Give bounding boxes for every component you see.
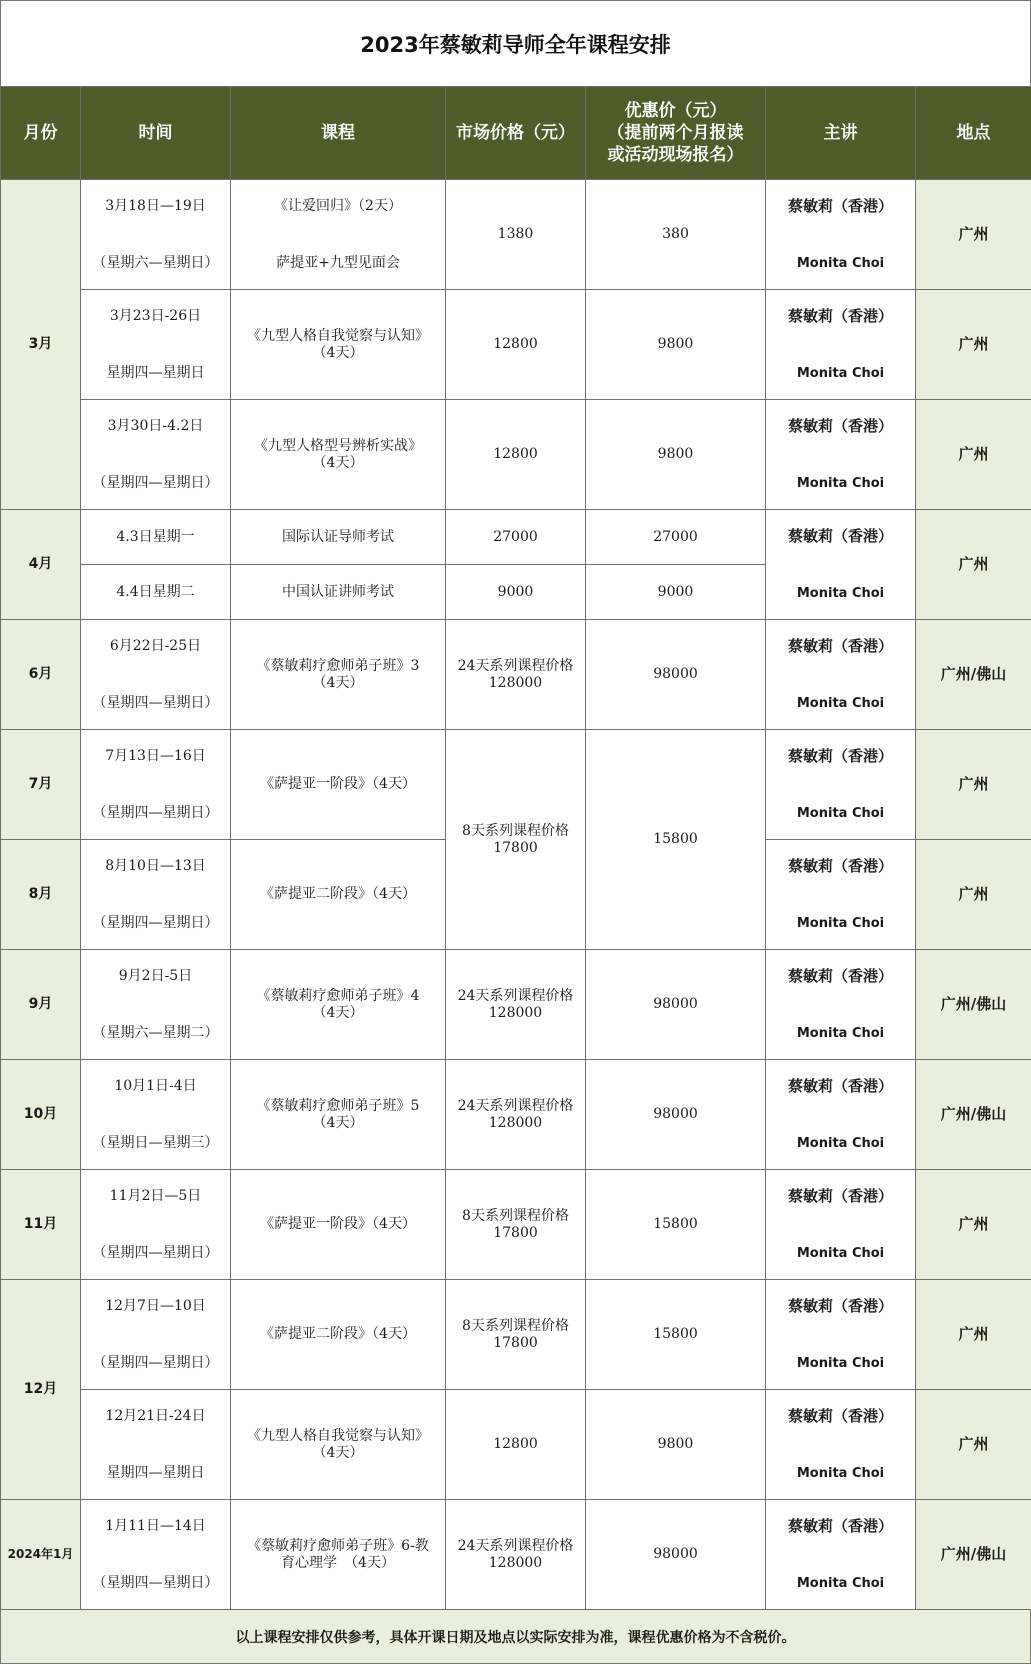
course-cell: 《九型人格自我觉察与认知》 （4天） (231, 290, 446, 400)
speaker-cell: 蔡敏莉（香港） Monita Choi (766, 620, 916, 730)
table-row (1, 1170, 1031, 1280)
location-cell: 广州 (916, 1170, 1031, 1280)
course-cell: 《让爱回归》（2天） 萨提亚+九型见面会 (231, 180, 446, 290)
speaker-cell: 蔡敏莉（香港） Monita Choi (766, 400, 916, 510)
location-cell: 广州/佛山 (916, 1060, 1031, 1170)
table-row (1, 950, 1031, 1060)
table-row (1, 510, 1031, 565)
table-row (1, 1390, 1031, 1500)
date-cell: 3月23日-26日 星期四—星期日 (81, 290, 231, 400)
market-price-cell: 12800 (446, 290, 586, 400)
location-cell: 广州/佛山 (916, 620, 1031, 730)
month-cell: 4月 (1, 510, 81, 620)
market-price-cell: 24天系列课程价格 128000 (446, 1060, 586, 1170)
discount-price-cell: 9800 (586, 1390, 766, 1500)
speaker-cell: 蔡敏莉（香港） Monita Choi (766, 1500, 916, 1610)
location-cell: 广州 (916, 290, 1031, 400)
course-cell: 《萨提亚二阶段》（4天） (231, 1280, 446, 1390)
market-price-cell: 8天系列课程价格 17800 (446, 730, 586, 950)
table-row (1, 400, 1031, 510)
market-price-cell: 9000 (446, 565, 586, 620)
speaker-cell: 蔡敏莉（香港） Monita Choi (766, 510, 916, 620)
market-price-cell: 8天系列课程价格 17800 (446, 1170, 586, 1280)
title-bar (0, 0, 1031, 86)
header-location: 地点 (916, 87, 1031, 180)
course-cell: 《蔡敏莉疗愈师弟子班》4 （4天） (231, 950, 446, 1060)
discount-price-cell: 98000 (586, 1500, 766, 1610)
month-cell: 10月 (1, 1060, 81, 1170)
discount-price-cell: 15800 (586, 1280, 766, 1390)
table-row (1, 730, 1031, 840)
table-row (1, 1280, 1031, 1390)
location-cell: 广州 (916, 510, 1031, 620)
header-discount: 优惠价（元） （提前两个月报读 或活动现场报名） (586, 87, 766, 180)
header-course: 课程 (231, 87, 446, 180)
table-row (1, 180, 1031, 290)
discount-price-cell: 98000 (586, 620, 766, 730)
course-cell: 《萨提亚一阶段》（4天） (231, 1170, 446, 1280)
date-cell: 9月2日-5日 （星期六—星期二） (81, 950, 231, 1060)
month-cell: 9月 (1, 950, 81, 1060)
course-cell: 《蔡敏莉疗愈师弟子班》5 （4天） (231, 1060, 446, 1170)
location-cell: 广州 (916, 180, 1031, 290)
speaker-cell: 蔡敏莉（香港） Monita Choi (766, 290, 916, 400)
header-month: 月份 (1, 87, 81, 180)
speaker-cell: 蔡敏莉（香港） Monita Choi (766, 180, 916, 290)
discount-price-cell: 380 (586, 180, 766, 290)
footer-note: 以上课程安排仅供参考，具体开课日期及地点以实际安排为准，课程优惠价格为不含税价。 (0, 1610, 1031, 1664)
header-market-price: 市场价格（元） (446, 87, 586, 180)
header-time: 时间 (81, 87, 231, 180)
location-cell: 广州 (916, 1280, 1031, 1390)
location-cell: 广州 (916, 840, 1031, 950)
market-price-cell: 1380 (446, 180, 586, 290)
discount-price-cell: 15800 (586, 1170, 766, 1280)
course-cell: 国际认证导师考试 (231, 510, 446, 565)
location-cell: 广州/佛山 (916, 950, 1031, 1060)
date-cell: 7月13日—16日 （星期四—星期日） (81, 730, 231, 840)
speaker-cell: 蔡敏莉（香港） Monita Choi (766, 840, 916, 950)
month-cell: 8月 (1, 840, 81, 950)
course-cell: 《蔡敏莉疗愈师弟子班》6-教 育心理学 （4天） (231, 1500, 446, 1610)
discount-price-cell: 9000 (586, 565, 766, 620)
header-row (1, 87, 1031, 180)
date-cell: 3月18日—19日 （星期六—星期日） (81, 180, 231, 290)
date-cell: 6月22日-25日 （星期四—星期日） (81, 620, 231, 730)
discount-price-cell: 27000 (586, 510, 766, 565)
course-cell: 《蔡敏莉疗愈师弟子班》3 （4天） (231, 620, 446, 730)
speaker-cell: 蔡敏莉（香港） Monita Choi (766, 730, 916, 840)
page-title: 2023年蔡敏莉导师全年课程安排 (360, 32, 671, 57)
table-row (1, 620, 1031, 730)
course-cell: 中国认证讲师考试 (231, 565, 446, 620)
location-cell: 广州 (916, 400, 1031, 510)
table-row (1, 1060, 1031, 1170)
month-cell: 11月 (1, 1170, 81, 1280)
header-speaker: 主讲 (766, 87, 916, 180)
discount-price-cell: 9800 (586, 290, 766, 400)
speaker-cell: 蔡敏莉（香港） Monita Choi (766, 1390, 916, 1500)
date-cell: 8月10日—13日 （星期四—星期日） (81, 840, 231, 950)
month-cell: 7月 (1, 730, 81, 840)
date-cell: 3月30日-4.2日 （星期四—星期日） (81, 400, 231, 510)
market-price-cell: 24天系列课程价格 128000 (446, 620, 586, 730)
speaker-cell: 蔡敏莉（香港） Monita Choi (766, 950, 916, 1060)
speaker-cell: 蔡敏莉（香港） Monita Choi (766, 1060, 916, 1170)
month-cell: 6月 (1, 620, 81, 730)
month-cell: 3月 (1, 180, 81, 510)
discount-price-cell: 98000 (586, 1060, 766, 1170)
course-cell: 《九型人格自我觉察与认知》 （4天） (231, 1390, 446, 1500)
table-row (1, 290, 1031, 400)
speaker-cell: 蔡敏莉（香港） Monita Choi (766, 1280, 916, 1390)
date-cell: 11月2日—5日 （星期四—星期日） (81, 1170, 231, 1280)
market-price-cell: 12800 (446, 1390, 586, 1500)
date-cell: 4.4日星期二 (81, 565, 231, 620)
schedule-table (0, 86, 1031, 1610)
discount-price-cell: 98000 (586, 950, 766, 1060)
discount-price-cell: 9800 (586, 400, 766, 510)
date-cell: 1月11日—14日 （星期四—星期日） (81, 1500, 231, 1610)
course-cell: 《萨提亚二阶段》（4天） (231, 840, 446, 950)
discount-price-cell: 15800 (586, 730, 766, 950)
speaker-cell: 蔡敏莉（香港） Monita Choi (766, 1170, 916, 1280)
date-cell: 10月1日-4日 （星期日—星期三） (81, 1060, 231, 1170)
location-cell: 广州 (916, 730, 1031, 840)
location-cell: 广州 (916, 1390, 1031, 1500)
table-row (1, 1500, 1031, 1610)
location-cell: 广州/佛山 (916, 1500, 1031, 1610)
date-cell: 12月21日-24日 星期四—星期日 (81, 1390, 231, 1500)
market-price-cell: 8天系列课程价格 17800 (446, 1280, 586, 1390)
course-cell: 《九型人格型号辨析实战》 （4天） (231, 400, 446, 510)
date-cell: 12月7日—10日 （星期四—星期日） (81, 1280, 231, 1390)
date-cell: 4.3日星期一 (81, 510, 231, 565)
course-cell: 《萨提亚一阶段》（4天） (231, 730, 446, 840)
month-cell: 12月 (1, 1280, 81, 1500)
month-cell: 2024年1月 (1, 1500, 81, 1610)
market-price-cell: 24天系列课程价格 128000 (446, 950, 586, 1060)
market-price-cell: 24天系列课程价格 128000 (446, 1500, 586, 1610)
market-price-cell: 27000 (446, 510, 586, 565)
market-price-cell: 12800 (446, 400, 586, 510)
